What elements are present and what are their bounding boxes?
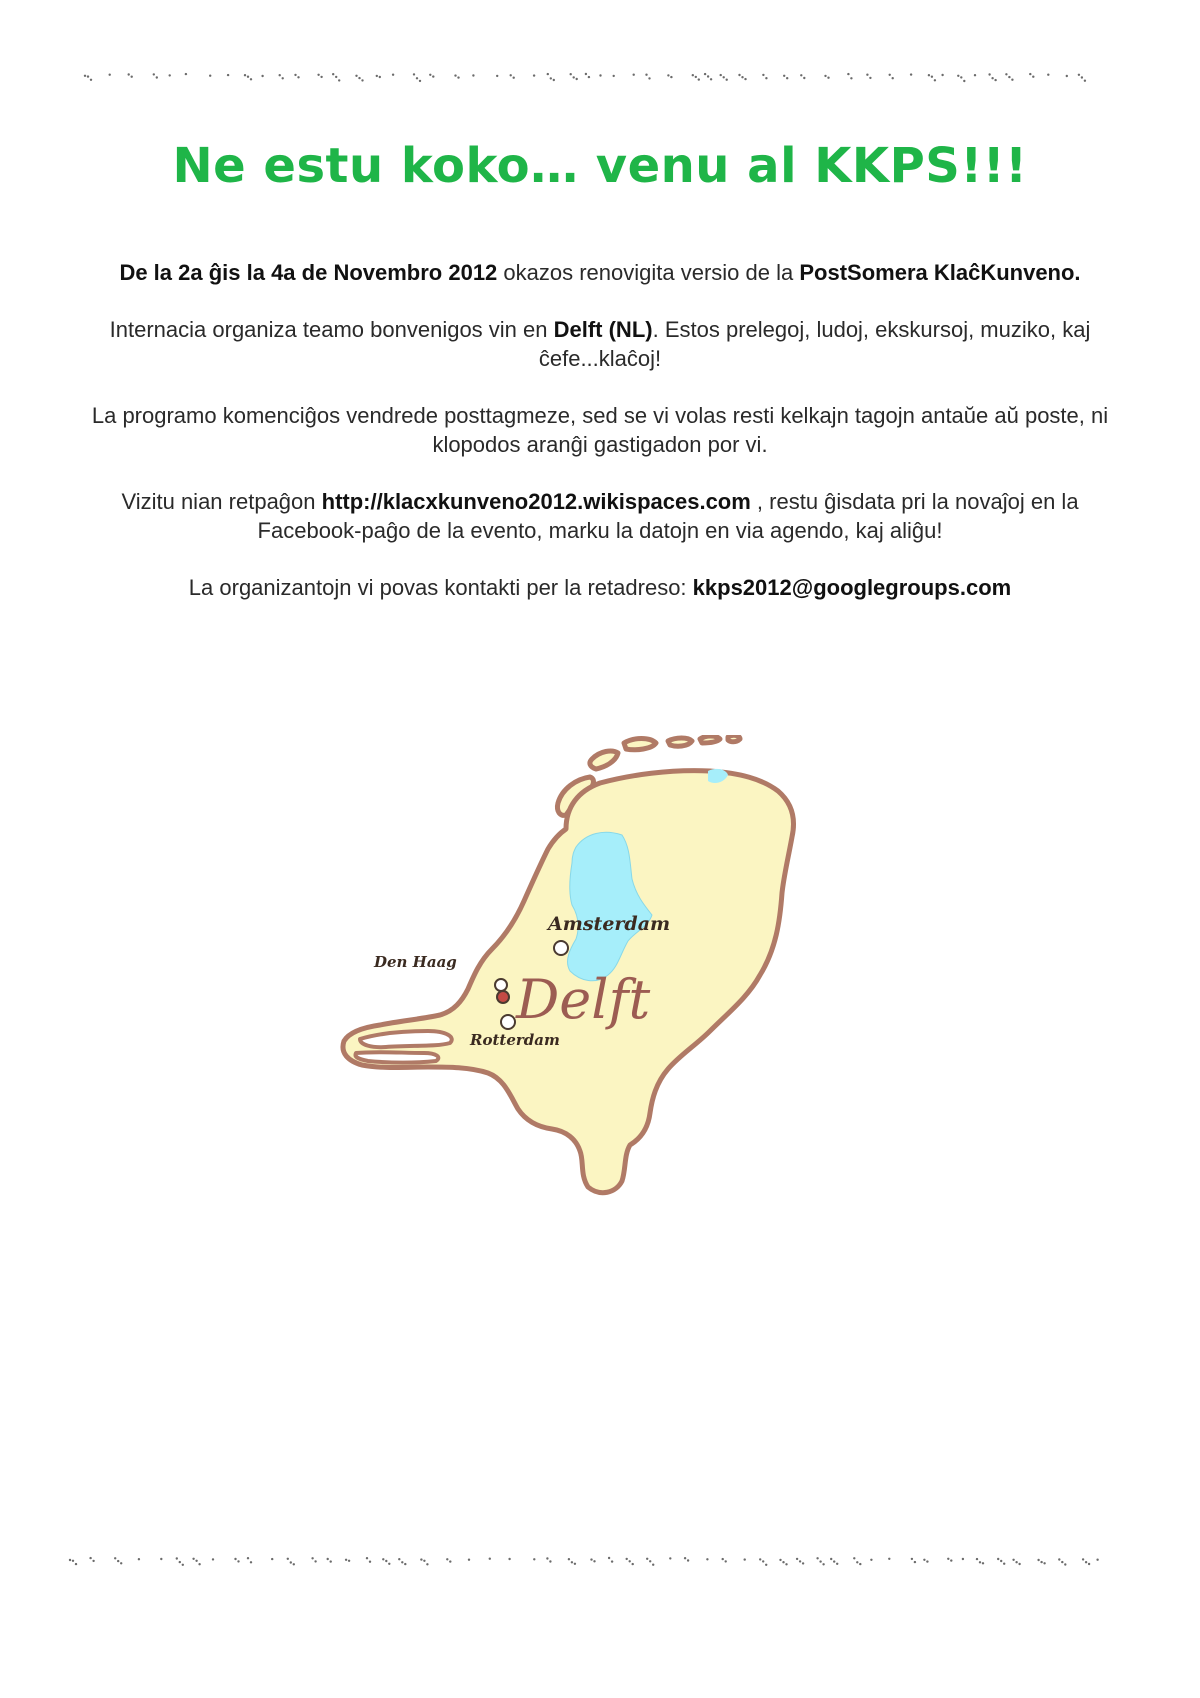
border-dot [646, 1558, 648, 1560]
border-dot [611, 1560, 613, 1562]
border-dot [294, 74, 296, 76]
dates-text: okazos renovigita versio de la [497, 260, 800, 285]
border-dot [250, 78, 252, 80]
border-dot [856, 1561, 858, 1563]
border-dot [928, 74, 930, 76]
border-dot [279, 74, 281, 76]
border-dot [553, 79, 555, 81]
border-dot [585, 73, 587, 75]
border-dot [489, 1558, 491, 1560]
border-dot [160, 1558, 162, 1560]
paragraph-contact [80, 573, 1120, 602]
border-dot [590, 1558, 592, 1560]
border-dot [1096, 1559, 1098, 1561]
border-dot [317, 74, 319, 76]
border-dot [293, 1563, 295, 1565]
border-dot [649, 1560, 651, 1562]
border-dot [923, 1559, 925, 1561]
border-dot [282, 77, 284, 79]
border-dot [1043, 1562, 1045, 1564]
border-dot [786, 77, 788, 79]
border-dot [914, 1561, 916, 1563]
border-dot [1003, 1563, 1005, 1565]
border-dot [287, 1558, 289, 1560]
border-dot [192, 1558, 194, 1560]
border-dot [69, 1559, 71, 1561]
border-dot [379, 76, 381, 78]
border-dot [212, 1558, 214, 1560]
border-dot [568, 1558, 570, 1560]
border-dot [533, 1558, 535, 1560]
border-dot [513, 77, 515, 79]
border-dot [741, 76, 743, 78]
border-dot [404, 1563, 406, 1565]
border-dot [327, 1558, 329, 1560]
location-city: Delft (NL) [553, 317, 653, 342]
border-dot [87, 75, 89, 77]
border-dot [496, 75, 498, 77]
border-dot [888, 1558, 890, 1560]
border-dot [957, 75, 959, 77]
border-dot [338, 79, 340, 81]
border-dot [320, 76, 322, 78]
border-dot [783, 75, 785, 77]
border-dot [684, 1557, 686, 1559]
border-dot [573, 76, 575, 78]
border-dot [1008, 76, 1010, 78]
border-dot [385, 1560, 387, 1562]
border-dot [670, 76, 672, 78]
border-dot [420, 1558, 422, 1560]
border-dot [369, 1561, 371, 1563]
rotterdam-marker [501, 1015, 515, 1029]
border-dot [314, 1560, 316, 1562]
border-dot [765, 1564, 767, 1566]
border-dot [599, 74, 601, 76]
border-dot [626, 1558, 628, 1560]
border-dot [419, 80, 421, 82]
border-dot [692, 74, 694, 76]
denhaag-marker [495, 979, 507, 991]
border-dot [392, 74, 394, 76]
border-dot [176, 1557, 178, 1559]
border-dot [550, 77, 552, 79]
border-dot [546, 1557, 548, 1559]
border-dot [593, 1560, 595, 1562]
border-dot [153, 73, 155, 75]
border-dot [1018, 1563, 1020, 1565]
border-dot [802, 1562, 804, 1564]
border-dot [72, 1560, 74, 1562]
border-dot [1029, 73, 1031, 75]
border-dot [244, 74, 246, 76]
border-dot [1084, 80, 1086, 82]
border-dot [762, 1560, 764, 1562]
amsterdam-label: Amsterdam [548, 913, 671, 935]
border-dot [803, 77, 805, 79]
border-dot [128, 73, 130, 75]
border-dot [738, 74, 740, 76]
border-dot [1037, 1559, 1039, 1561]
island-vlieland [590, 751, 618, 769]
border-dot [388, 1563, 390, 1565]
border-dot [570, 73, 572, 75]
border-dot [931, 76, 933, 78]
announcement-body [80, 258, 1120, 630]
top-dotted-border [0, 66, 1200, 86]
border-dot [866, 74, 868, 76]
border-dot [632, 1563, 634, 1565]
event-name: PostSomera KlaĉKunveno. [799, 260, 1081, 285]
border-dot [962, 1558, 964, 1560]
border-dot [432, 75, 434, 77]
border-dot [870, 1559, 872, 1561]
border-dot [297, 76, 299, 78]
border-dot [1081, 76, 1083, 78]
border-dot [669, 1557, 671, 1559]
border-dot [1011, 79, 1013, 81]
paragraph-program [80, 401, 1120, 459]
border-dot [75, 1563, 77, 1565]
border-dot [234, 1558, 236, 1560]
border-dot [704, 73, 706, 75]
border-dot [446, 1558, 448, 1560]
border-dot [782, 1561, 784, 1563]
border-dot [991, 77, 993, 79]
netherlands-map [330, 735, 850, 1225]
border-dot [960, 76, 962, 78]
amsterdam-marker [554, 941, 568, 955]
border-dot [376, 75, 378, 77]
border-dot [687, 1559, 689, 1561]
border-dot [120, 1562, 122, 1564]
border-dot [796, 1558, 798, 1560]
border-dot [725, 1560, 727, 1562]
border-dot [117, 1560, 119, 1562]
border-dot [629, 1560, 631, 1562]
border-dot [1047, 74, 1049, 76]
border-dot [401, 1561, 403, 1563]
border-dot [92, 1560, 94, 1562]
border-dot [227, 74, 229, 76]
border-dot [1088, 1563, 1090, 1565]
border-dot [574, 1563, 576, 1565]
border-dot [576, 78, 578, 80]
border-dot [1040, 1561, 1042, 1563]
border-dot [169, 74, 171, 76]
border-dot [1061, 1561, 1063, 1563]
border-dot [785, 1563, 787, 1565]
border-dot [695, 76, 697, 78]
border-dot [185, 73, 187, 75]
border-dot [547, 73, 549, 75]
border-dot [398, 1558, 400, 1560]
border-dot [926, 1560, 928, 1562]
border-dot [744, 78, 746, 80]
border-dot [290, 1561, 292, 1563]
border-dot [423, 1560, 425, 1562]
border-dot [84, 75, 86, 77]
border-dot [1012, 1559, 1014, 1561]
border-dot [179, 1561, 181, 1563]
border-dot [549, 1560, 551, 1562]
border-dot [847, 73, 849, 75]
border-dot [819, 1560, 821, 1562]
border-dot [335, 76, 337, 78]
bottom-dotted-border [0, 1550, 1200, 1570]
border-dot [332, 73, 334, 75]
border-dot [911, 1558, 913, 1560]
border-dot [413, 73, 415, 75]
border-dot [707, 75, 709, 77]
border-dot [869, 77, 871, 79]
border-dot [698, 78, 700, 80]
border-dot [89, 1557, 91, 1559]
border-dot [358, 77, 360, 79]
border-dot [994, 79, 996, 81]
border-dot [345, 1559, 347, 1561]
paragraph-location [80, 315, 1120, 373]
border-dot [1085, 1561, 1087, 1563]
border-dot [822, 1563, 824, 1565]
border-dot [722, 1558, 724, 1560]
border-dot [1064, 1563, 1066, 1565]
border-dot [779, 1559, 781, 1561]
border-dot [892, 77, 894, 79]
border-dot [156, 76, 158, 78]
border-dot [889, 74, 891, 76]
contact-intro: La organizantojn vi povas kontakti per la retadreso: [188, 575, 693, 600]
location-activities: . Estos prelegoj, ludoj, ekskursoj, muziko, kaj ĉefe...klaĉoj! [538, 317, 1091, 371]
border-dot [982, 1562, 984, 1564]
paragraph-website [80, 487, 1120, 545]
dates-bold: De la 2a ĝis la 4a de Novembro 2012 [119, 260, 498, 285]
zeeland-inlets [356, 1031, 452, 1063]
border-dot [613, 75, 615, 77]
delft-marker [497, 991, 509, 1003]
border-dot [710, 78, 712, 80]
border-dot [271, 1558, 273, 1560]
border-dot [1005, 73, 1007, 75]
border-dot [910, 73, 912, 75]
border-dot [723, 76, 725, 78]
border-dot [941, 74, 943, 76]
border-dot [963, 80, 965, 82]
page-title: Ne estu koko… venu al KKPS!!! [172, 138, 1028, 194]
border-dot [608, 1557, 610, 1559]
border-dot [382, 1558, 384, 1560]
border-dot [988, 73, 990, 75]
border-dot [449, 1560, 451, 1562]
border-dot [947, 1558, 949, 1560]
border-dot [1000, 1560, 1002, 1562]
border-dot [138, 1558, 140, 1560]
location-intro: Internacia organiza teamo bonvenigos vin en [109, 317, 554, 342]
denhaag-label: Den Haag [374, 953, 457, 971]
inlet-2 [356, 1052, 439, 1062]
border-dot [859, 1563, 861, 1565]
border-dot [114, 1557, 116, 1559]
border-dot [836, 1563, 838, 1565]
border-dot [457, 76, 459, 78]
border-dot [800, 74, 802, 76]
border-dot [648, 77, 650, 79]
island-terschelling [624, 739, 656, 750]
border-dot [706, 1558, 708, 1560]
border-dot [720, 74, 722, 76]
border-dot [830, 1558, 832, 1560]
border-dot [361, 79, 363, 81]
border-dot [1078, 74, 1080, 76]
border-dot [759, 1558, 761, 1560]
border-dot [533, 74, 535, 76]
border-dot [472, 74, 474, 76]
border-dot [182, 1564, 184, 1566]
border-dot [850, 77, 852, 79]
border-dot [355, 75, 357, 77]
program-text: La programo komenciĝos vendrede posttagmeze, sed se vi volas resti kelkajn tagojn antaŭe aŭ poste, ni klopodos aranĝi gastigadon por vi. [91, 403, 1109, 457]
border-dot [667, 74, 669, 76]
border-dot [250, 1561, 252, 1563]
delft-label: Delft [516, 968, 651, 1031]
website-link[interactable]: http://klacxkunveno2012.wikispaces.com [321, 489, 751, 514]
border-dot [974, 74, 976, 76]
border-dot [454, 74, 456, 76]
border-dot [366, 1557, 368, 1559]
border-dot [90, 79, 92, 81]
border-dot [348, 1560, 350, 1562]
border-dot [1066, 75, 1068, 77]
border-dot [726, 79, 728, 81]
border-dot [311, 1557, 313, 1559]
island-rottum [728, 735, 740, 741]
border-dot [510, 74, 512, 76]
border-dot [744, 1558, 746, 1560]
border-dot [799, 1560, 801, 1562]
border-dot [652, 1564, 654, 1566]
border-dot [198, 1563, 200, 1565]
border-dot [237, 1560, 239, 1562]
border-dot [330, 1560, 332, 1562]
border-dot [195, 1560, 197, 1562]
border-dot [853, 1557, 855, 1559]
border-dot [633, 74, 635, 76]
border-dot [468, 1559, 470, 1561]
border-dot [934, 79, 936, 81]
contact-email[interactable]: kkps2012@googlegroups.com [692, 575, 1012, 600]
border-dot [824, 75, 826, 77]
border-dot [1058, 1558, 1060, 1560]
website-rest: , restu ĝisdata pri la novaĵoj en la Facebook-paĝo de la evento, marku la datojn en via agendo, kaj aliĝu! [257, 489, 1079, 543]
border-dot [827, 77, 829, 79]
border-dot [429, 74, 431, 76]
border-dot [426, 1563, 428, 1565]
border-dot [508, 1558, 510, 1560]
border-dot [588, 76, 590, 78]
border-dot [247, 76, 249, 78]
border-dot [261, 75, 263, 77]
border-dot [131, 76, 133, 78]
rotterdam-label: Rotterdam [470, 1031, 560, 1049]
border-dot [571, 1561, 573, 1563]
border-dot [1032, 76, 1034, 78]
website-intro: Vizitu nian retpaĝon [121, 489, 322, 514]
border-dot [645, 74, 647, 76]
island-ameland [668, 738, 692, 746]
border-dot [209, 75, 211, 77]
border-dot [762, 74, 764, 76]
paragraph-dates [80, 258, 1120, 287]
border-dot [416, 77, 418, 79]
border-dot [247, 1557, 249, 1559]
border-dot [109, 74, 111, 76]
border-dot [816, 1557, 818, 1559]
border-dot [979, 1561, 981, 1563]
border-dot [976, 1558, 978, 1560]
border-dot [1082, 1558, 1084, 1560]
border-dot [833, 1560, 835, 1562]
island-schiermonnikoog [700, 736, 720, 743]
border-dot [765, 77, 767, 79]
border-dot [1015, 1561, 1017, 1563]
border-dot [997, 1558, 999, 1560]
border-dot [950, 1559, 952, 1561]
